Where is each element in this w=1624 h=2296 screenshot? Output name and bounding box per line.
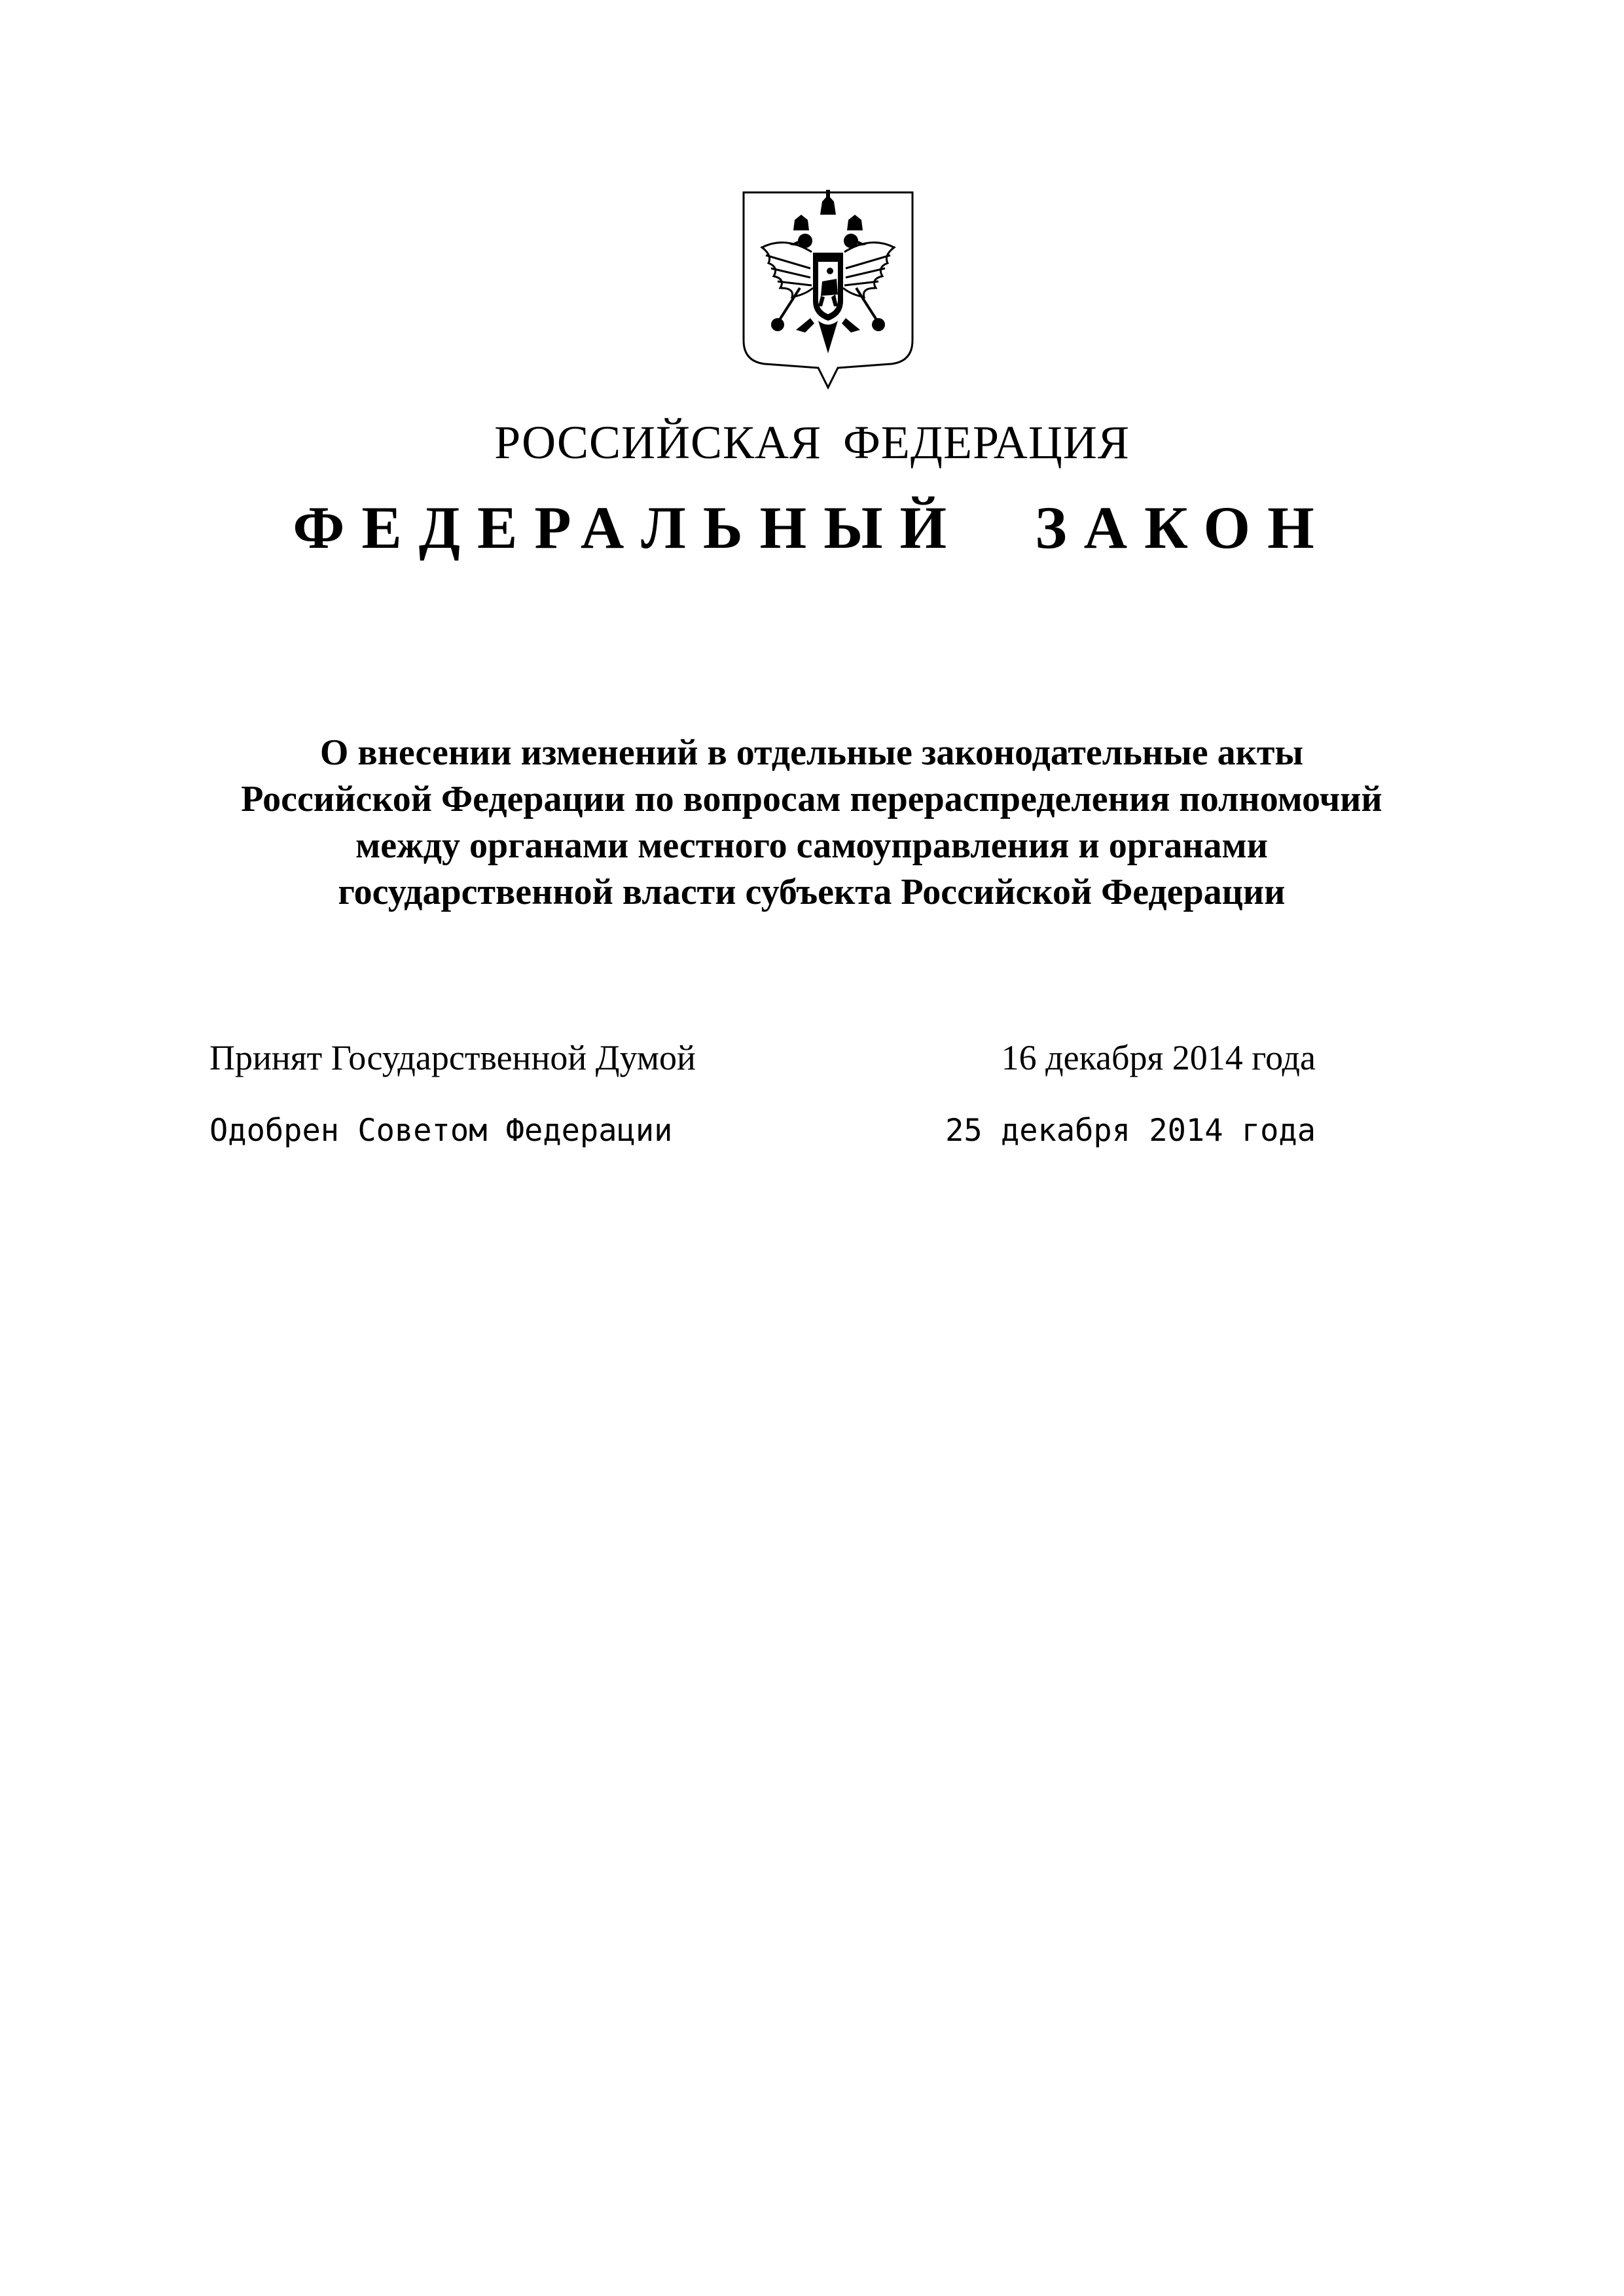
adoption-council-row (209, 1113, 1316, 1158)
coat-of-arms-icon (740, 190, 916, 393)
country-name: РОССИЙСКАЯ ФЕДЕРАЦИЯ (494, 416, 1130, 469)
adoption-duma-label: Принят Государственной Думой (209, 1038, 696, 1077)
law-title-line: О внесении изменений в отдельные законодательные акты (319, 732, 1304, 773)
law-title (196, 730, 1427, 916)
law-title-line: между органами местного самоуправления и органами (355, 825, 1268, 866)
adoption-council-label: Одобрен Советом Федерации (209, 1113, 673, 1149)
adoption-duma-row (209, 1037, 1316, 1083)
law-title-line: Российской Федерации по вопросам перераспределения полномочий (241, 779, 1382, 819)
adoption-council-date: 25 декабря 2014 года (945, 1113, 1316, 1149)
adoption-duma-date: 16 декабря 2014 года (1001, 1038, 1316, 1077)
law-title-line: государственной власти субъекта Российской Федерации (338, 872, 1286, 912)
document-type: ФЕДЕРАЛЬНЫЙ ЗАКОН (293, 494, 1331, 561)
